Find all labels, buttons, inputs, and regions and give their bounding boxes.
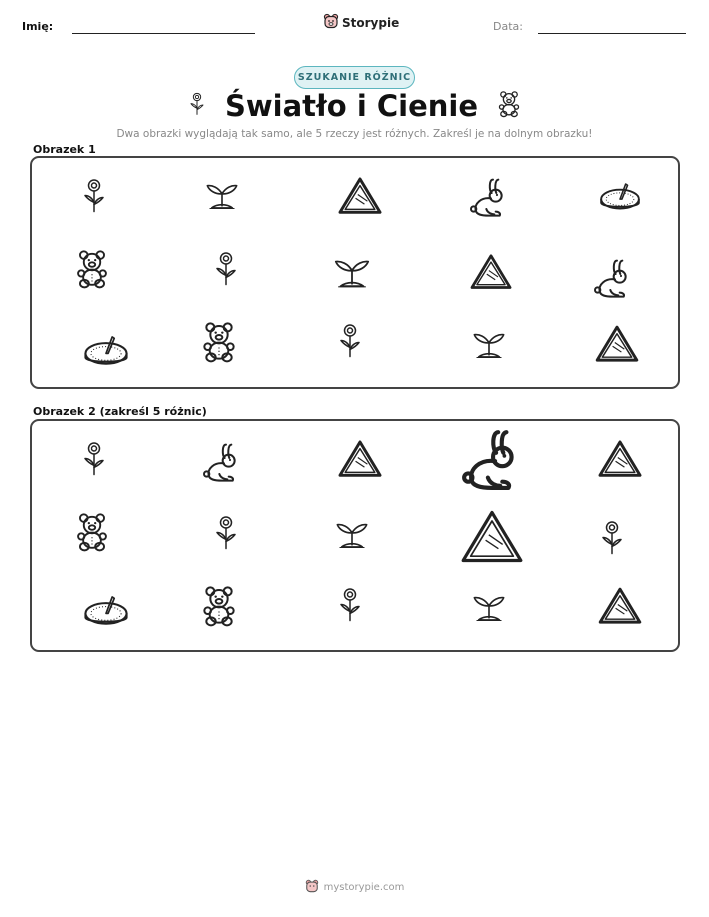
rabbit-icon[interactable]: [202, 439, 242, 485]
teddy-bear-icon: [496, 90, 522, 122]
date-field-line[interactable]: [538, 33, 686, 34]
dandelion-icon[interactable]: [597, 515, 627, 561]
instructions: Dwa obrazki wyglądają tak samo, ale 5 rzeczy jest różnych. Zakreśl je na dolnym obrazku!: [116, 128, 593, 140]
teddy-bear-icon: [73, 246, 111, 292]
picture-1-label: Obrazek 1: [33, 143, 96, 156]
dandelion-icon: [187, 88, 207, 124]
rabbit-icon: [593, 255, 633, 301]
brand: [323, 13, 399, 33]
footer-site: mystorypie.com: [323, 882, 405, 893]
dandelion-icon[interactable]: [79, 434, 109, 484]
dandelion-icon: [79, 171, 109, 221]
sprout-icon: [203, 176, 241, 216]
picture-2-label: Obrazek 2 (zakreśl 5 różnic): [33, 405, 207, 418]
worksheet-title: Światło i Cienie: [224, 89, 478, 123]
rabbit-icon: [469, 174, 509, 220]
dandelion-icon: [211, 244, 241, 294]
sprout-icon: [331, 251, 373, 295]
brand-name: Storypie: [342, 16, 400, 30]
dandelion-icon[interactable]: [335, 580, 365, 630]
prism-icon[interactable]: [597, 439, 643, 479]
sundial-icon: [598, 177, 642, 215]
teddy-bear-icon: [199, 319, 239, 365]
date-label: Data:: [493, 20, 523, 33]
sundial-icon: [82, 331, 130, 369]
sundial-icon[interactable]: [82, 591, 130, 629]
prism-icon[interactable]: [598, 586, 642, 626]
prism-icon: [595, 324, 639, 364]
teddy-bear-icon[interactable]: [199, 583, 239, 629]
teddy-bear-icon[interactable]: [73, 509, 111, 555]
prism-large-icon[interactable]: [460, 507, 524, 567]
sprout-icon[interactable]: [470, 588, 508, 628]
sprout-icon: [470, 325, 508, 365]
prism-icon: [469, 253, 513, 291]
prism-icon[interactable]: [337, 439, 383, 479]
footer: [0, 879, 709, 896]
name-field-line[interactable]: [72, 33, 255, 34]
prism-icon: [337, 176, 383, 216]
worksheet-type-badge: SZUKANIE RÓŻNIC: [294, 66, 415, 89]
dandelion-icon[interactable]: [211, 508, 241, 558]
title-row: [0, 88, 709, 124]
name-label: Imię:: [22, 20, 54, 33]
dandelion-icon: [335, 316, 365, 366]
sprout-icon[interactable]: [333, 515, 371, 555]
storypie-logo-icon: [305, 879, 319, 896]
storypie-logo-icon: [323, 13, 339, 33]
rabbit-large-icon[interactable]: [461, 426, 523, 492]
